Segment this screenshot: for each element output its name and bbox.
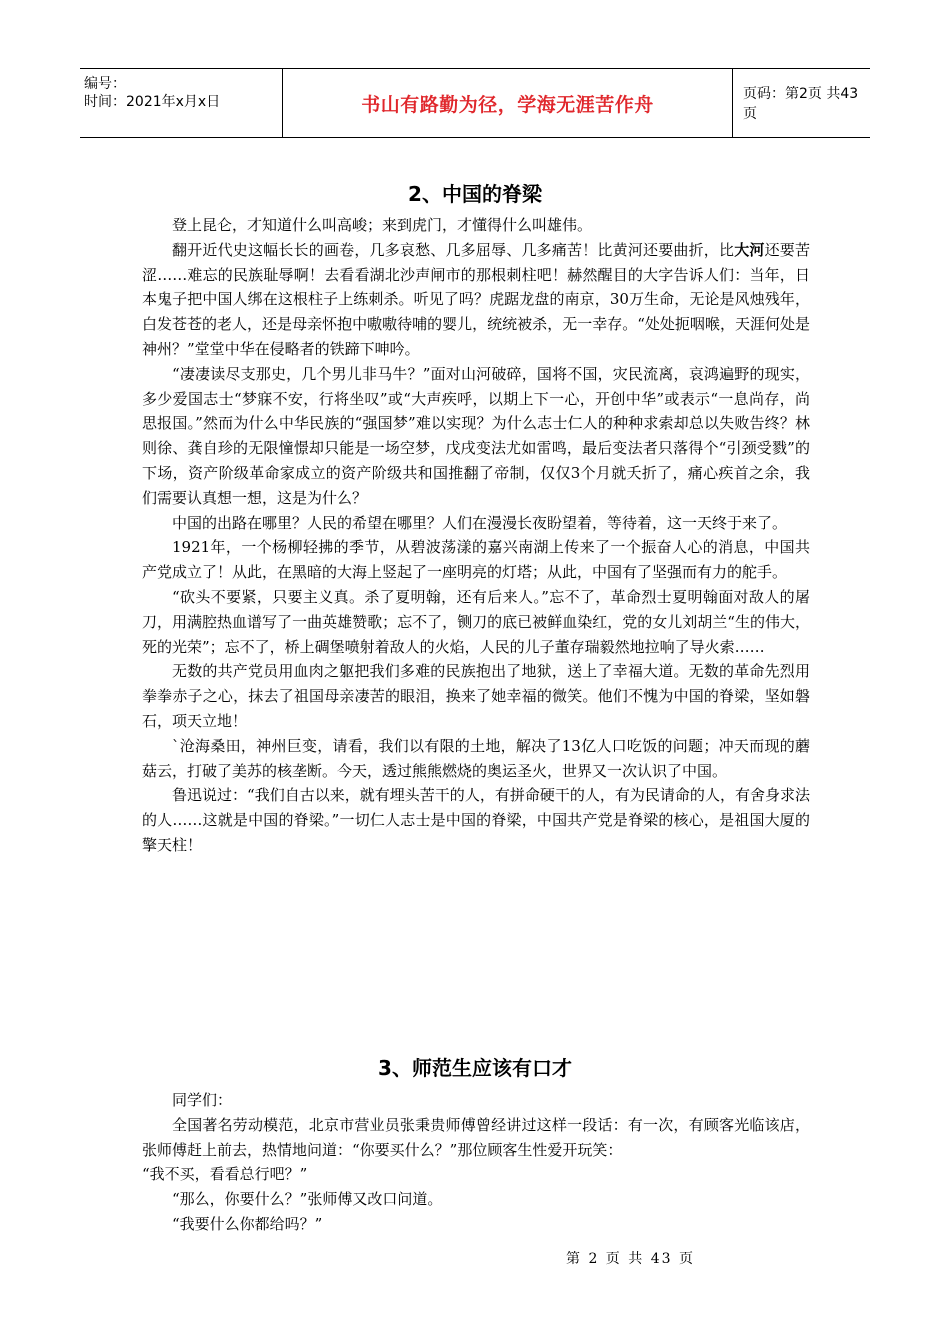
header-meta-cell	[80, 69, 283, 137]
document-number-label: 编号：	[84, 76, 126, 92]
paragraph: 无数的共产党员用血肉之躯把我们多难的民族抱出了地狱，送上了幸福大道。无数的革命先烈用拳拳赤子之心，抹去了祖国母亲凄苦的眼泪，换来了她幸福的微笑。他们不愧为中国的脊梁，坚如磐石，项天立地！	[142, 662, 810, 730]
bold-term: 大河	[734, 240, 765, 259]
section-3-title: 3、师范生应该有口才	[378, 1056, 572, 1080]
header-page-cell	[733, 69, 870, 137]
paragraph: 鲁迅说过：“我们自古以来，就有埋头苦干的人，有拼命硬干的人，有为民请命的人，有舍身求法的人……这就是中国的脊梁。”一切仁人志士是中国的脊梁，中国共产党是脊梁的核心，是祖国大厦的擎天柱！	[142, 786, 810, 854]
paragraph: “凄凄读尽支那史，几个男儿非马牛？”面对山河破碎，国将不国，灾民流离，哀鸿遍野的现实，多少爱国志士“梦寐不安，行将坐叹”或“大声疾呼，以期上下一心，开创中华”或表示“一息尚存，尚思报国。”然而为什么中华民族的“强国梦”难以实现？为什么志士仁人的种种求索却总以失败告终？林则徐、龚自珍的无限憧憬却只能是一场空梦，戊戌变法尤如雷鸣，最后变法者只落得个“引颈受戮”的下场，资产阶级革命家成立的资产阶级共和国推翻了帝制，仅仅3个月就夭折了，痛心疾首之余，我们需要认真想一想，这是为什么？	[142, 364, 810, 507]
page-header	[80, 68, 870, 138]
section-2-body	[142, 213, 810, 858]
paragraph: 中国的出路在哪里？人民的希望在哪里？人们在漫漫长夜盼望着，等待着，这一天终于来了。	[172, 513, 788, 532]
paragraph: 登上昆仑，才知道什么叫高峻；来到虎门，才懂得什么叫雄伟。	[172, 216, 593, 234]
paragraph: “我不买，看看总行吧？”	[142, 1165, 308, 1184]
paragraph-text: 翻开近代史这幅长长的画卷，几多哀愁、几多屈辱、几多痛苦！比黄河还要曲折，比	[172, 240, 735, 259]
paragraph: `沧海桑田，神州巨变，请看，我们以有限的土地，解决了13亿人口吃饭的问题；冲天而现的蘑菇云，打破了美苏的核垄断。今天，透过熊熊燃烧的奥运圣火，世界又一次认识了中国。	[142, 736, 810, 780]
header-page-number: 页码：第2页 共43页	[743, 86, 859, 122]
paragraph: 1921年，一个杨柳轻拂的季节，从碧波荡漾的嘉兴南湖上传来了一个振奋人心的消息，中国共产党成立了！从此，在黑暗的大海上竖起了一座明亮的灯塔；从此，中国有了坚强而有力的舵手。	[142, 538, 810, 582]
section-3-body	[142, 1088, 810, 1237]
paragraph: 同学们：	[172, 1091, 233, 1109]
header-motto-cell	[283, 69, 733, 137]
paragraph: 全国著名劳动模范，北京市营业员张秉贵师傅曾经讲过这样一段话：有一次，有顾客光临该店，张师傅赶上前去，热情地问道：“你要买什么？”那位顾客生性爱开玩笑：	[142, 1115, 810, 1159]
page-footer: 第 2 页 共 43 页	[566, 1251, 695, 1267]
paragraph: “我要什么你都给吗？”	[172, 1214, 323, 1233]
paragraph: “砍头不要紧，只要主义真。杀了夏明翰，还有后来人。”忘不了，革命烈士夏明翰面对敌人的屠刀，用满腔热血谱写了一曲英雄赞歌；忘不了，铡刀的底已被鲜血染红，党的女儿刘胡兰“生的伟大，死的光荣”；忘不了，桥上碉堡喷射着敌人的火焰，人民的儿子董存瑞毅然地拉响了导火索……	[142, 587, 810, 656]
section-2-title: 2、中国的脊梁	[408, 182, 542, 206]
paragraph-text: 还要苦涩……难忘的民族耻辱啊！去看看湖北沙声闸市的那根刺柱吧！赫然醒目的大字告诉人们：当年，日本鬼子把中国人绑在这根柱子上练刺杀。听见了吗？虎踞龙盘的南京，30万生命，无论是风烛残年，白发苍苍的老人，还是母亲怀抱中嗷嗷待哺的婴儿，统统被杀，无一幸存。“处处扼咽喉，天涯何处是神州？”堂堂中华在侵略者的铁蹄下呻吟。	[142, 240, 810, 358]
document-date-label: 时间：2021年x月x日	[84, 94, 221, 110]
paragraph: “那么，你要什么？”张师傅又改口问道。	[172, 1190, 443, 1209]
header-motto: 书山有路勤为径，学海无涯苦作舟	[361, 93, 654, 116]
paragraph	[142, 238, 810, 362]
